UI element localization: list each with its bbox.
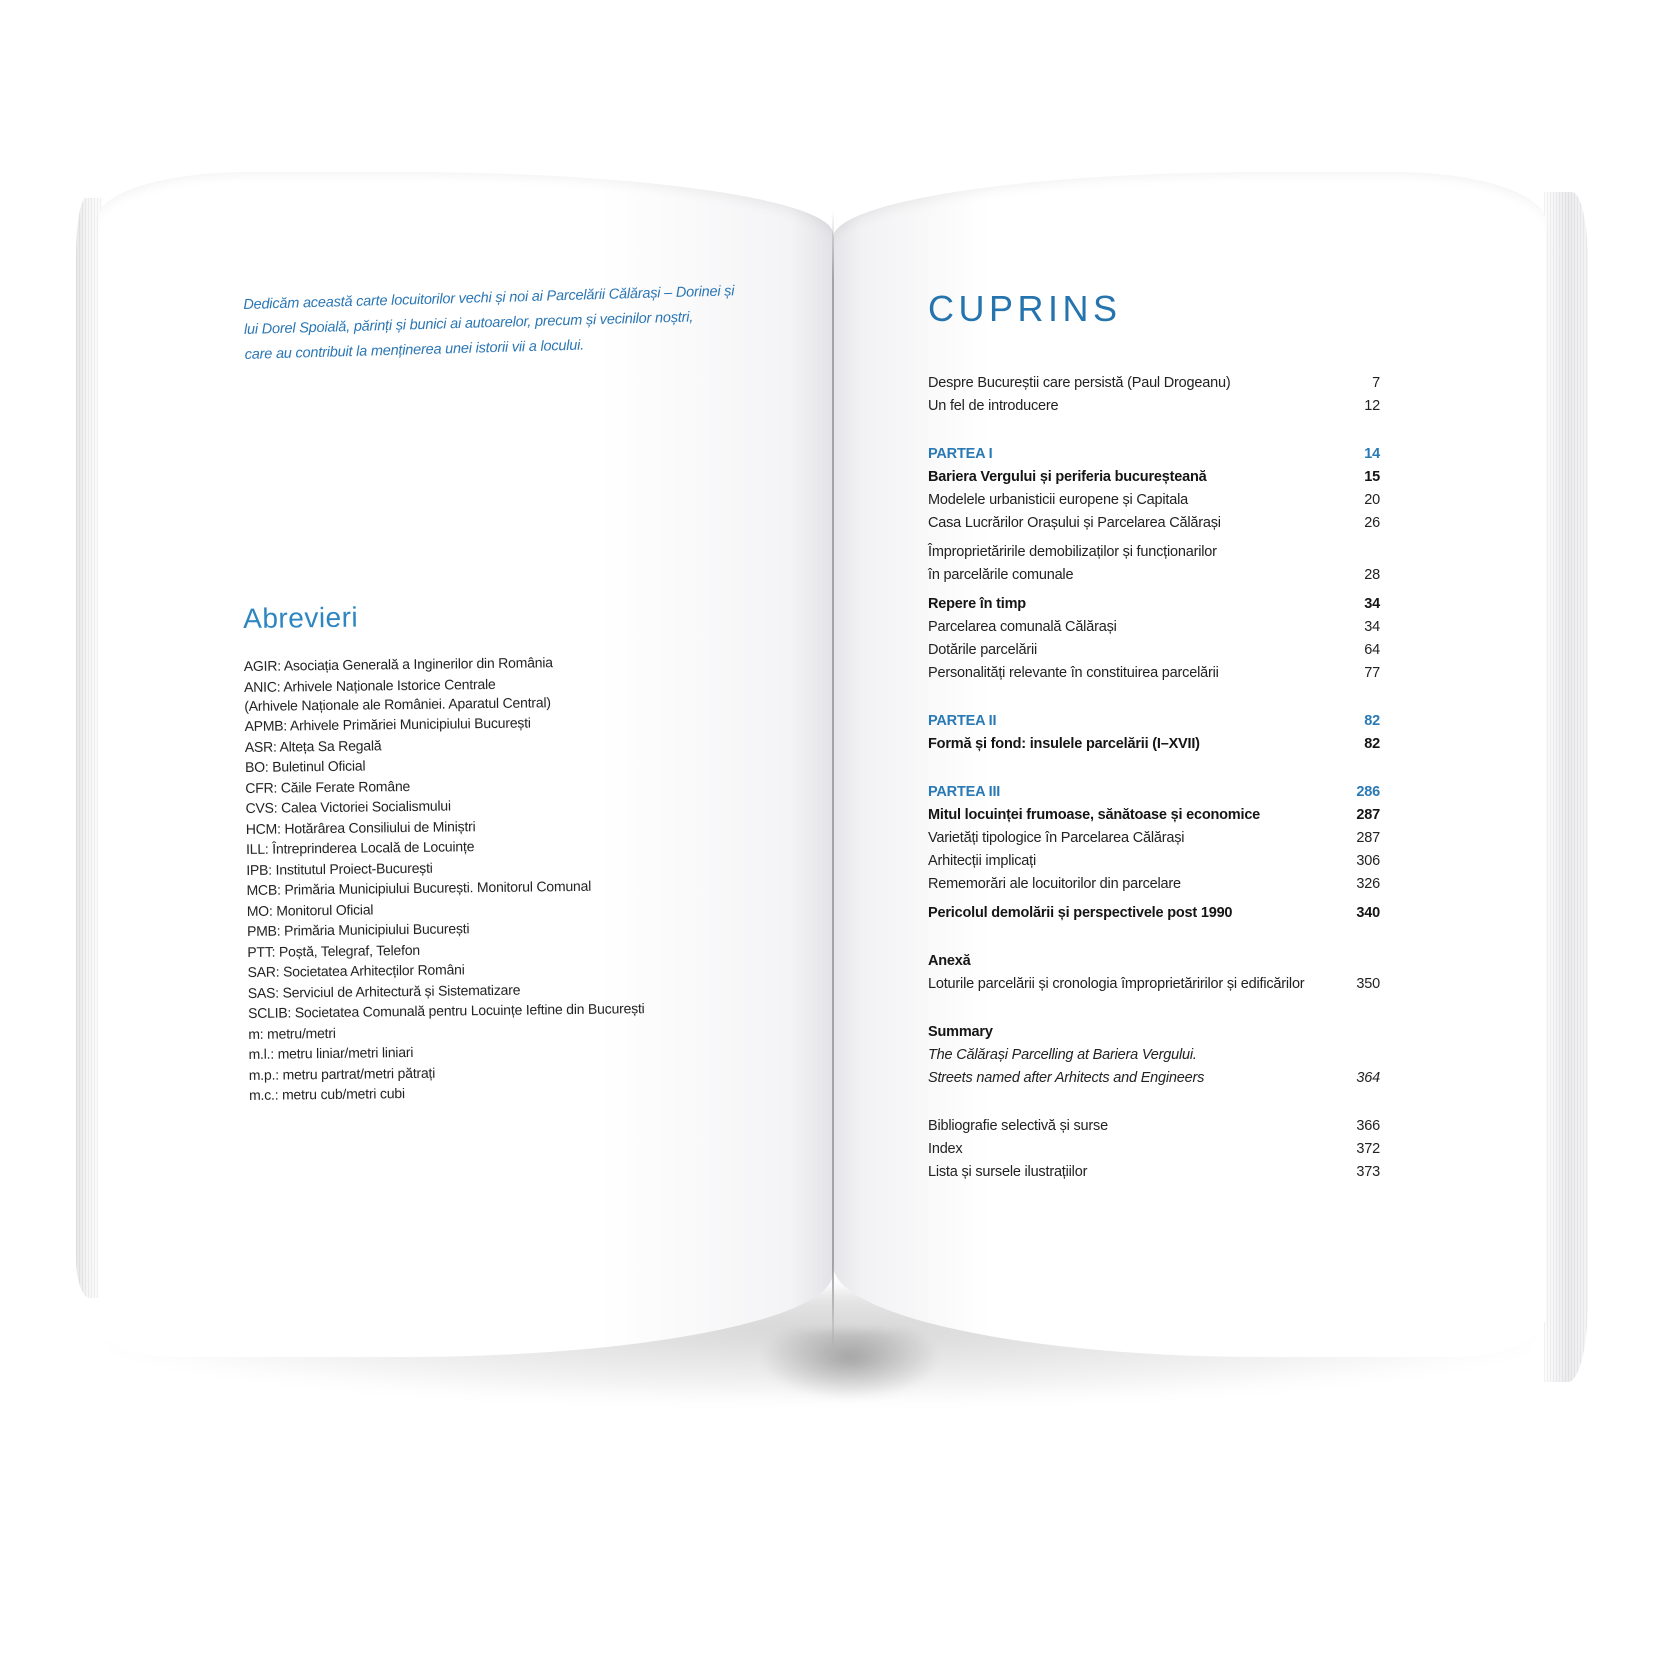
- toc-label: The Călărași Parcelling at Bariera Vergului.: [928, 1047, 1197, 1063]
- toc-label: Repere în timp: [928, 596, 1026, 612]
- gutter-bottom-shadow: [760, 1330, 940, 1400]
- toc-row: [928, 466, 1380, 488]
- toc-label: Dotările parcelării: [928, 642, 1038, 658]
- toc-row: [928, 973, 1380, 995]
- toc-label: PARTEA III: [928, 784, 1001, 800]
- toc-page-number: 64: [1364, 642, 1380, 658]
- toc-page-number: 372: [1356, 1141, 1380, 1157]
- toc-row: [928, 873, 1380, 895]
- toc-label: PARTEA I: [928, 446, 993, 462]
- abbreviation-item: SAR: Societatea Arhitecților Români: [247, 961, 465, 980]
- toc-label: Summary: [928, 1024, 993, 1040]
- toc-page-number: 34: [1364, 619, 1380, 635]
- toc-page-number: 287: [1356, 807, 1380, 823]
- toc-page-number: 364: [1356, 1070, 1380, 1086]
- abbreviation-item: PMB: Primăria Municipiului București: [246, 920, 470, 939]
- toc-label: Rememorări ale locuitorilor din parcelare: [928, 876, 1181, 892]
- toc-label: Mitul locuinței frumoase, sănătoase și economice: [928, 807, 1261, 823]
- toc-row: [928, 1115, 1380, 1137]
- toc-page-number: 82: [1364, 736, 1380, 752]
- abbreviation-item: ANIC: Arhivele Naționale Istorice Centrale: [243, 675, 496, 695]
- abbreviations-section: [243, 598, 646, 1108]
- abbreviation-item: m.l.: metru liniar/metri liniari: [248, 1043, 414, 1062]
- toc-label: Împroprietăririle demobilizaților și funcționarilor: [928, 544, 1217, 560]
- toc-row: [928, 564, 1380, 586]
- dedication-line: care au contribuit la menținerea unei istorii vii a locului.: [244, 337, 585, 363]
- toc-row-part: [928, 781, 1380, 803]
- abbreviation-item: m.p.: metru partrat/metri pătrați: [248, 1064, 436, 1083]
- abbreviation-item: APMB: Arhivele Primăriei Municipiului București: [244, 714, 531, 734]
- toc-label: Formă și fond: insulele parcelării (I–XVII): [928, 736, 1200, 752]
- toc-label: Personalități relevante în constituirea parcelării: [928, 665, 1219, 681]
- dedication-line: lui Dorel Spoială, părinți și bunici ai autoarelor, precum și vecinilor noștri,: [243, 309, 694, 338]
- abbreviation-item: m: metru/metri: [248, 1024, 336, 1042]
- toc-page-number: 15: [1364, 469, 1380, 485]
- toc-row: [928, 1021, 1380, 1043]
- toc-page-number: 34: [1364, 596, 1380, 612]
- toc-row: [928, 616, 1380, 638]
- toc-row-part: [928, 710, 1380, 732]
- toc-row: [928, 804, 1380, 826]
- abbreviation-item: HCM: Hotărârea Consiliului de Miniștri: [245, 817, 476, 837]
- toc-row: [928, 1161, 1380, 1183]
- toc-page-number: 7: [1372, 375, 1380, 391]
- toc-page-number: 326: [1356, 876, 1380, 892]
- toc-page-number: 373: [1356, 1164, 1380, 1180]
- abbreviation-item: BO: Buletinul Oficial: [244, 757, 366, 775]
- toc-label: Un fel de introducere: [928, 398, 1059, 414]
- toc-label: Streets named after Arhitects and Engineers: [928, 1070, 1205, 1086]
- abbreviation-item: ILL: Întreprinderea Locală de Locuințe: [245, 838, 475, 857]
- abbreviation-item: IPB: Institutul Proiect-București: [246, 859, 433, 878]
- toc-label: Pericolul demolării și perspectivele post 1990: [928, 905, 1233, 921]
- toc-row: [928, 639, 1380, 661]
- toc-row: [928, 950, 1380, 972]
- contents-heading: CUPRINS: [928, 288, 1122, 329]
- toc-row: [928, 541, 1380, 563]
- toc-label: Bariera Vergului și periferia bucureșteană: [928, 469, 1207, 485]
- table-of-contents: [928, 372, 1380, 1184]
- toc-label: PARTEA II: [928, 713, 997, 729]
- toc-row-part: [928, 443, 1380, 465]
- toc-page-number: 77: [1364, 665, 1380, 681]
- toc-label: Loturile parcelării și cronologia împroprietăririlor și edificărilor: [928, 976, 1305, 992]
- toc-row: [928, 1138, 1380, 1160]
- abbreviation-item: CFR: Căile Ferate Române: [245, 777, 411, 796]
- abbreviations-heading: Abrevieri: [243, 601, 359, 634]
- toc-page-number: 28: [1364, 567, 1380, 583]
- toc-label: Modelele urbanisticii europene și Capitala: [928, 492, 1189, 508]
- toc-row: [928, 850, 1380, 872]
- toc-label: Lista și sursele ilustrațiilor: [928, 1164, 1088, 1180]
- toc-page-number: 12: [1364, 398, 1380, 414]
- toc-page-number: 286: [1356, 784, 1380, 800]
- abbreviation-item: m.c.: metru cub/metri cubi: [248, 1085, 405, 1103]
- abbreviation-item: MCB: Primăria Municipiului București. Monitorul Comunal: [246, 877, 592, 898]
- abbreviation-item: SCLIB: Societatea Comunală pentru Locuințe Ieftine din București: [247, 1000, 645, 1021]
- toc-label: Arhitecții implicați: [928, 853, 1036, 869]
- toc-row: [928, 372, 1380, 394]
- toc-row: [928, 1044, 1380, 1066]
- toc-row: [928, 489, 1380, 511]
- toc-label: Index: [928, 1141, 963, 1157]
- abbreviation-item-continuation: (Arhivele Naționale ale României. Aparatul Central): [244, 693, 551, 714]
- toc-label: Despre Bucureștii care persistă (Paul Drogeanu): [928, 375, 1231, 391]
- toc-row: [928, 827, 1380, 849]
- toc-label: Casa Lucrărilor Orașului și Parcelarea Călărași: [928, 515, 1221, 531]
- toc-page-number: 366: [1356, 1118, 1380, 1134]
- toc-row: [928, 902, 1380, 924]
- toc-row: [928, 1067, 1380, 1089]
- abbreviation-item: MO: Monitorul Oficial: [246, 900, 374, 919]
- toc-page-number: 14: [1364, 446, 1380, 462]
- dedication: [243, 279, 736, 368]
- dedication-line: Dedicăm această carte locuitorilor vechi și noi ai Parcelării Călărași – Dorinei și: [243, 283, 735, 313]
- abbreviation-item: SAS: Serviciul de Arhitectură și Sistematizare: [247, 981, 521, 1001]
- toc-label: în parcelările comunale: [928, 567, 1074, 583]
- toc-page-number: 340: [1356, 905, 1380, 921]
- toc-label: Anexă: [928, 953, 971, 969]
- toc-page-number: 287: [1356, 830, 1380, 846]
- toc-row: [928, 733, 1380, 755]
- abbreviation-item: ASR: Alteța Sa Regală: [244, 736, 382, 755]
- abbreviation-item: AGIR: Asociația Generală a Inginerilor din România: [243, 654, 553, 674]
- toc-label: Varietăți tipologice în Parcelarea Călărași: [928, 830, 1185, 846]
- toc-page-number: 350: [1356, 976, 1380, 992]
- page-stack-right-edge: [1544, 192, 1588, 1382]
- toc-row: [928, 512, 1380, 534]
- abbreviation-item: PTT: Poștă, Telegraf, Telefon: [247, 941, 421, 960]
- toc-page-number: 306: [1356, 853, 1380, 869]
- abbreviation-item: CVS: Calea Victoriei Socialismului: [245, 797, 451, 816]
- toc-page-number: 82: [1364, 713, 1380, 729]
- book-gutter: [832, 210, 834, 1350]
- toc-row: [928, 395, 1380, 417]
- toc-page-number: 20: [1364, 492, 1380, 508]
- toc-label: Parcelarea comunală Călărași: [928, 619, 1117, 635]
- toc-page-number: 26: [1364, 515, 1380, 531]
- toc-label: Bibliografie selectivă și surse: [928, 1118, 1108, 1134]
- toc-row: [928, 662, 1380, 684]
- toc-row: [928, 593, 1380, 615]
